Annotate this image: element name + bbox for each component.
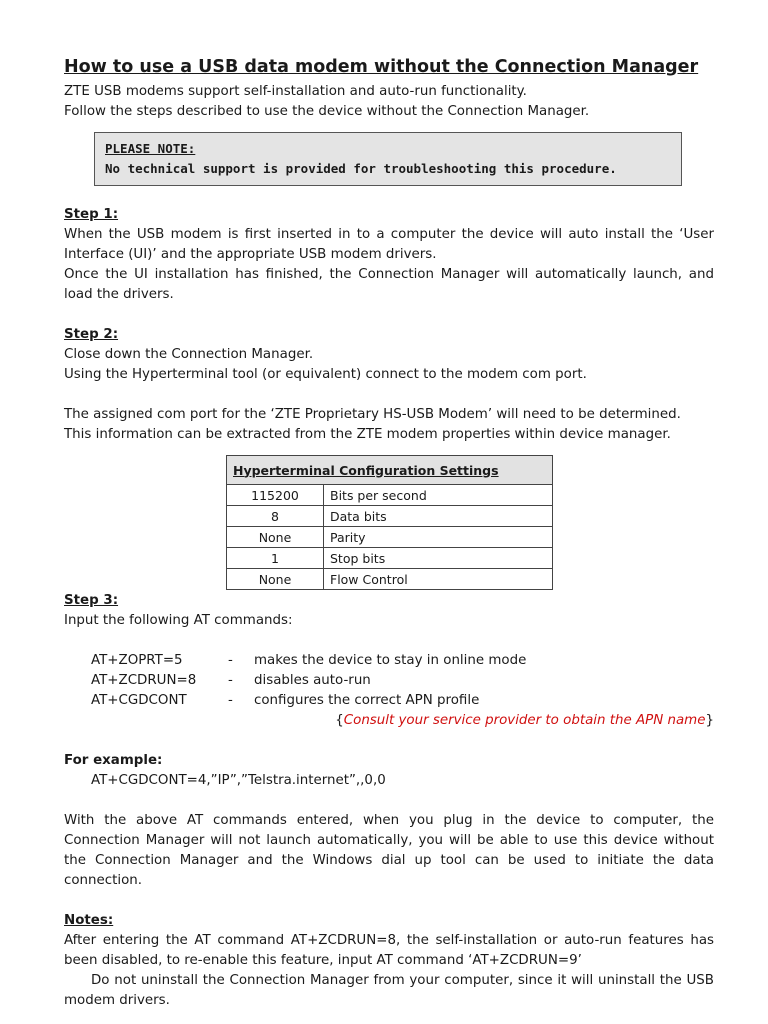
example-command: AT+CGDCONT=4,”IP”,”Telstra.internet”,,0,0 xyxy=(91,773,386,788)
note-text: No technical support is provided for troubleshooting this procedure. xyxy=(105,161,617,176)
config-value: 1 xyxy=(227,548,324,569)
command-description: makes the device to stay in online mode xyxy=(254,653,527,668)
step2-heading: Step 2: xyxy=(64,327,119,342)
please-note-box xyxy=(94,132,682,186)
config-label: Parity xyxy=(324,527,553,548)
step1-line-1: When the USB modem is first inserted in to a computer the device will auto install the ‘User Interface (UI)’ and the appropriate USB modem drivers. xyxy=(64,227,714,262)
consult-note xyxy=(64,711,714,731)
consult-text: Consult your service provider to obtain the APN name xyxy=(343,713,706,728)
list-item xyxy=(91,671,714,691)
notes-item-1: After entering the AT command AT+ZCDRUN=8, the self-installation or auto-run features has been disabled, to re-enable this feature, input AT command ‘AT+ZCDRUN=9’ xyxy=(64,933,714,968)
note-heading: PLEASE NOTE: xyxy=(105,141,196,156)
consult-open-brace: { xyxy=(335,713,344,728)
step2-line-1: Close down the Connection Manager. xyxy=(64,347,314,362)
table-row xyxy=(227,548,553,569)
dash: - xyxy=(228,653,233,668)
config-value: 115200 xyxy=(227,485,324,506)
config-label: Flow Control xyxy=(324,569,553,590)
example-heading: For example: xyxy=(64,753,163,768)
document-page xyxy=(64,54,714,1011)
intro-line-1: ZTE USB modems support self-installation and auto-run functionality. xyxy=(64,84,527,99)
consult-close-brace: } xyxy=(705,713,714,728)
after-commands-text: With the above AT commands entered, when you plug in the device to computer, the Connection Manager will not launch automatically, you will be able to use this device without the Connection Manager and the Windows dial up tool can be used to initiate the data connection. xyxy=(64,813,714,888)
step3-intro: Input the following AT commands: xyxy=(64,613,293,628)
dash: - xyxy=(228,673,233,688)
config-label: Data bits xyxy=(324,506,553,527)
table-row xyxy=(227,485,553,506)
config-label: Stop bits xyxy=(324,548,553,569)
command-description: configures the correct APN profile xyxy=(254,693,480,708)
step1-line-2: Once the UI installation has finished, the Connection Manager will automatically launch, and load the drivers. xyxy=(64,267,714,302)
at-command: AT+CGDCONT xyxy=(91,693,187,708)
config-table xyxy=(226,455,553,590)
intro-line-2: Follow the steps described to use the device without the Connection Manager. xyxy=(64,104,590,119)
config-table-header: Hyperterminal Configuration Settings xyxy=(227,456,553,485)
config-value: None xyxy=(227,569,324,590)
list-item xyxy=(91,651,714,671)
step2-line-2: Using the Hyperterminal tool (or equivalent) connect to the modem com port. xyxy=(64,367,587,382)
command-description: disables auto-run xyxy=(254,673,371,688)
step1-heading: Step 1: xyxy=(64,207,119,222)
config-value: None xyxy=(227,527,324,548)
step2-com-line-1: The assigned com port for the ‘ZTE Proprietary HS-USB Modem’ will need to be determined. xyxy=(64,407,681,422)
page-title: How to use a USB data modem without the Connection Manager xyxy=(64,57,699,77)
config-value: 8 xyxy=(227,506,324,527)
at-commands-list xyxy=(91,651,714,711)
list-item xyxy=(91,691,714,711)
config-label: Bits per second xyxy=(324,485,553,506)
table-row xyxy=(227,506,553,527)
config-table-wrapper xyxy=(226,455,714,590)
step2-com-line-2: This information can be extracted from the ZTE modem properties within device manager. xyxy=(64,427,671,442)
at-command: AT+ZCDRUN=8 xyxy=(91,673,197,688)
table-row xyxy=(227,527,553,548)
notes-heading: Notes: xyxy=(64,913,114,928)
at-command: AT+ZOPRT=5 xyxy=(91,653,183,668)
table-row xyxy=(227,569,553,590)
notes-item-2: Do not uninstall the Connection Manager from your computer, since it will uninstall the USB modem drivers. xyxy=(64,973,714,1008)
step3-heading: Step 3: xyxy=(64,593,119,608)
dash: - xyxy=(228,693,233,708)
